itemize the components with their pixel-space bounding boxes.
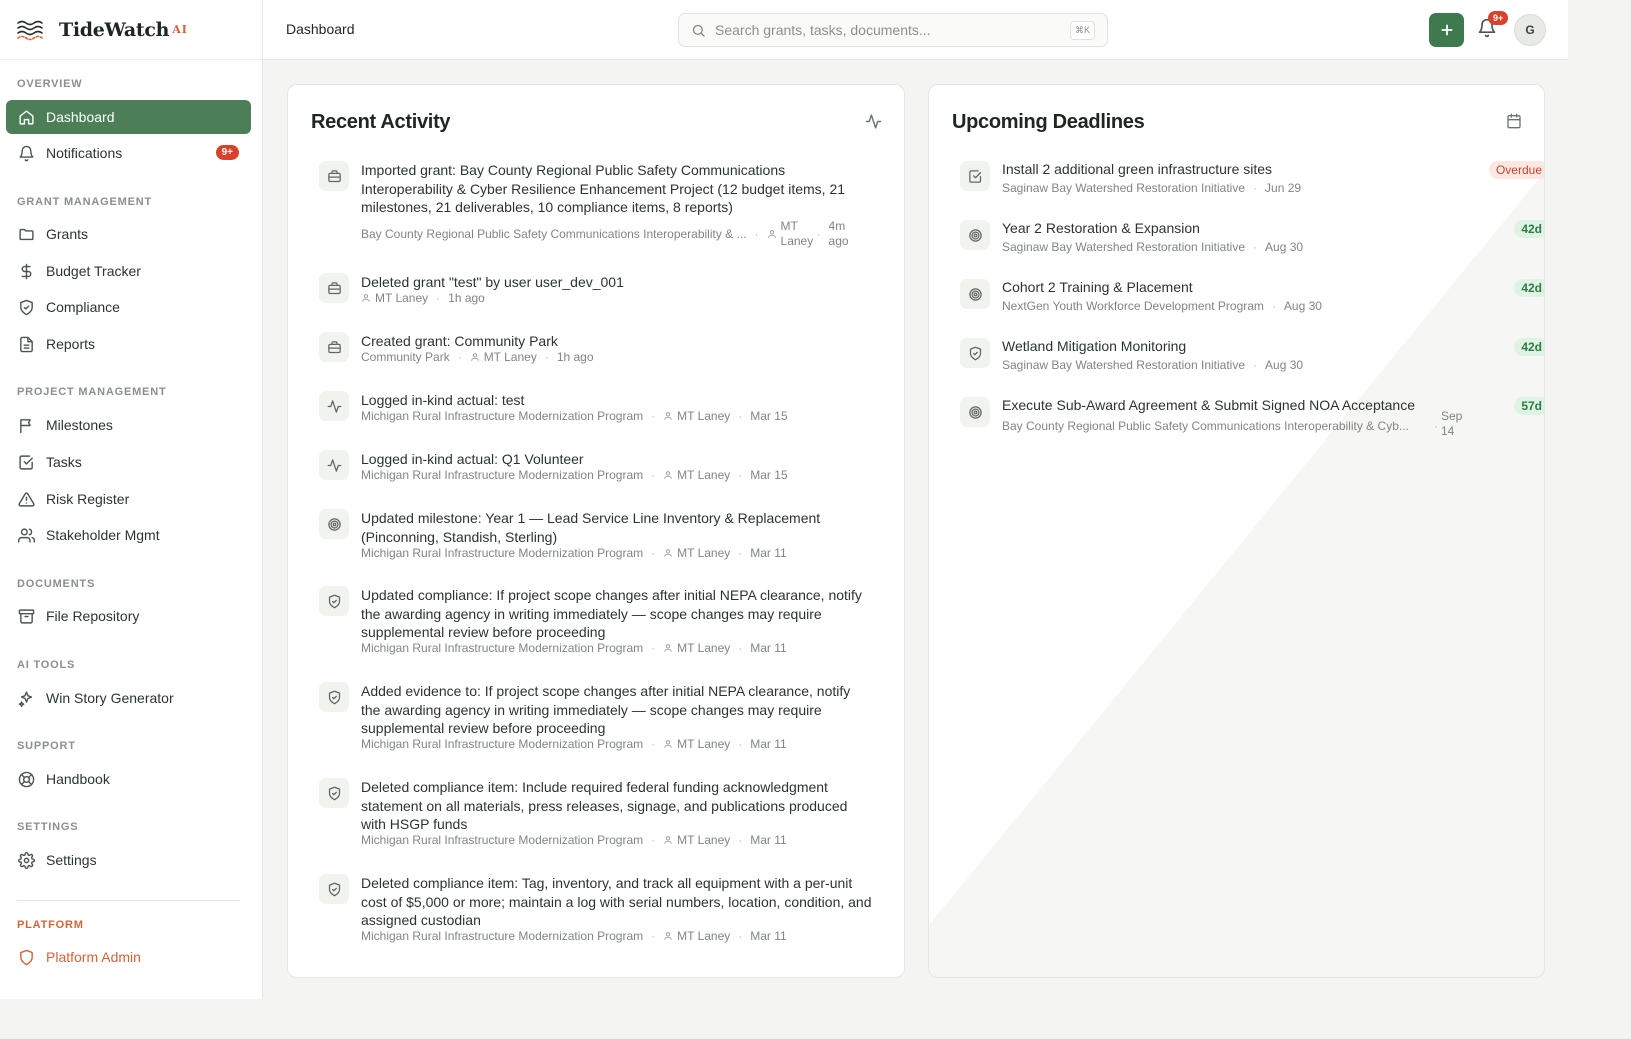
- deadline-date: Aug 30: [1265, 358, 1304, 372]
- activity-context[interactable]: Michigan Rural Infrastructure Modernization Program: [361, 929, 644, 943]
- sidebar-item-grants[interactable]: [6, 217, 251, 251]
- deadline-title: Execute Sub-Award Agreement & Submit Signed NOA Acceptance: [1002, 397, 1415, 413]
- activity-text: Deleted compliance item: Include required federal funding acknowledgment statement on all materials, press releases, signage, and publications produced with HSGP funds: [361, 779, 848, 832]
- activity-text: Logged in-kind actual: test: [361, 392, 525, 408]
- sidebar-item-label: Settings: [46, 852, 97, 868]
- section-ai-tools: AI TOOLS: [17, 659, 76, 671]
- shield-check-icon: [17, 298, 35, 316]
- sidebar-item-label: Budget Tracker: [46, 263, 141, 279]
- activity-icon: [865, 113, 882, 130]
- activity-text: Deleted grant "test" by user user_dev_001: [361, 274, 624, 290]
- activity-text: Updated milestone: Year 1 — Lead Service Line Inventory & Replacement (Pinconning, Standish, Sterling): [361, 510, 821, 545]
- warning-triangle-icon: [17, 490, 35, 508]
- activity-time: Mar 11: [750, 641, 787, 655]
- sidebar-item-risk-register[interactable]: [6, 482, 251, 516]
- user-icon: [470, 352, 480, 362]
- user-icon: [663, 548, 673, 558]
- sidebar-item-label: File Repository: [46, 608, 140, 624]
- sidebar-item-label: Tasks: [46, 454, 82, 470]
- search-icon: [691, 23, 706, 38]
- target-icon: [960, 279, 990, 309]
- user-icon: [361, 293, 371, 303]
- sidebar-item-settings[interactable]: [6, 843, 251, 877]
- deadline-item[interactable]: [960, 279, 1542, 327]
- sidebar-item-milestones[interactable]: [6, 408, 251, 442]
- sidebar-item-label: Dashboard: [46, 109, 115, 125]
- sidebar-item-label: Notifications: [46, 145, 123, 161]
- sidebar-item-reports[interactable]: [6, 327, 251, 361]
- deadline-meta: Saginaw Bay Watershed Restoration Initiative · Aug 30: [1002, 240, 1304, 254]
- activity-time: Mar 15: [750, 409, 788, 423]
- top-bar: [263, 0, 1568, 60]
- card-title: Upcoming Deadlines: [952, 111, 1145, 133]
- shield-icon: [17, 948, 35, 966]
- sidebar-item-label: Win Story Generator: [46, 690, 174, 706]
- user-icon: [663, 470, 673, 480]
- activity-time: Mar 11: [750, 737, 787, 751]
- activity-text: Added evidence to: If project scope changes after initial NEPA clearance, notify the awarding agency in writing immediately — scope changes may require supplemental review before proceeding: [361, 683, 851, 736]
- days-remaining-badge: 42d: [1514, 220, 1545, 238]
- deadline-grant: Saginaw Bay Watershed Restoration Initiative: [1002, 358, 1246, 372]
- days-remaining-badge: 42d: [1514, 279, 1545, 297]
- section-overview: OVERVIEW: [17, 78, 83, 90]
- deadline-grant: Saginaw Bay Watershed Restoration Initiative: [1002, 181, 1246, 195]
- activity-time: Mar 11: [750, 929, 787, 943]
- activity-text: Logged in-kind actual: Q1 Volunteer: [361, 451, 584, 467]
- deadline-item[interactable]: [960, 397, 1542, 445]
- shield-icon: [960, 338, 990, 368]
- activity-context[interactable]: Michigan Rural Infrastructure Modernization Program: [361, 833, 644, 847]
- sidebar-item-win-story[interactable]: [6, 681, 251, 715]
- search-bar[interactable]: [678, 13, 1108, 47]
- sidebar-item-label: Risk Register: [46, 491, 130, 507]
- activity-user: MT Laney: [677, 468, 731, 482]
- activity-item[interactable]: [319, 682, 879, 762]
- activity-meta: Michigan Rural Infrastructure Modernization Program · MT Laney · Mar 15: [361, 468, 788, 482]
- sidebar-divider: [17, 900, 240, 901]
- deadline-date: Jun 29: [1265, 181, 1302, 195]
- notification-count-badge: 9+: [216, 145, 239, 160]
- activity-meta: Michigan Rural Infrastructure Modernization Program · MT Laney · Mar 15: [361, 409, 788, 423]
- target-icon: [960, 220, 990, 250]
- sidebar-item-label: Grants: [46, 226, 89, 242]
- sidebar-item-tasks[interactable]: [6, 445, 251, 479]
- activity-user: MT Laney: [677, 546, 731, 560]
- deadline-date: Sep 14: [1441, 409, 1463, 438]
- activity-time: 1h ago: [556, 350, 594, 364]
- deadline-meta: Saginaw Bay Watershed Restoration Initiative · Jun 29: [1002, 181, 1302, 195]
- sidebar-item-compliance[interactable]: [6, 290, 251, 324]
- sidebar-item-budget-tracker[interactable]: [6, 254, 251, 288]
- lifebuoy-icon: [17, 770, 35, 788]
- user-icon: [767, 229, 777, 239]
- brand[interactable]: [0, 0, 262, 60]
- card-title: Recent Activity: [311, 111, 451, 133]
- deadline-meta: NextGen Youth Workforce Development Program · Aug 30: [1002, 299, 1322, 313]
- sidebar-item-label: Compliance: [46, 299, 120, 315]
- section-settings: SETTINGS: [17, 821, 79, 833]
- activity-time: 1h ago: [448, 291, 485, 305]
- dollar-icon: [17, 262, 35, 280]
- activity-context[interactable]: Michigan Rural Infrastructure Modernization Program: [361, 546, 644, 560]
- briefcase-icon: [319, 161, 349, 191]
- activity-meta: Bay County Regional Public Safety Communications Interoperability & ... · MT Laney · 4m ago: [361, 219, 849, 248]
- days-remaining-badge: 42d: [1514, 338, 1545, 356]
- activity-user: MT Laney: [677, 737, 731, 751]
- deadline-item[interactable]: [960, 161, 1542, 209]
- section-support: SUPPORT: [17, 740, 76, 752]
- activity-text: Created grant: Community Park: [361, 333, 558, 349]
- shield-icon: [319, 682, 349, 712]
- activity-meta: Michigan Rural Infrastructure Modernization Program · MT Laney · Mar 11: [361, 546, 787, 560]
- user-icon: [663, 643, 673, 653]
- folder-icon: [17, 225, 35, 243]
- breadcrumb: Dashboard: [286, 21, 355, 37]
- activity-context[interactable]: Michigan Rural Infrastructure Modernization Program: [361, 641, 644, 655]
- target-icon: [319, 509, 349, 539]
- activity-meta: MT Laney · 1h ago: [361, 291, 485, 305]
- sidebar-item-label: Milestones: [46, 417, 113, 433]
- user-icon: [663, 835, 673, 845]
- calendar-icon: [1506, 113, 1522, 129]
- activity-icon: [319, 391, 349, 421]
- sidebar-item-label: Reports: [46, 336, 96, 352]
- brand-suffix: AI: [172, 23, 188, 36]
- activity-time: Mar 15: [750, 468, 788, 482]
- deadline-title: Install 2 additional green infrastructure sites: [1002, 161, 1273, 177]
- user-icon: [663, 739, 673, 749]
- gear-icon: [17, 851, 35, 869]
- shield-icon: [319, 874, 349, 904]
- deadline-date: Aug 30: [1265, 240, 1304, 254]
- sidebar-item-handbook[interactable]: [6, 762, 251, 796]
- home-icon: [17, 108, 35, 126]
- deadline-grant: Bay County Regional Public Safety Communications Interoperability & Cyb...: [1002, 419, 1409, 433]
- sidebar-item-label: Handbook: [46, 771, 110, 787]
- activity-user: MT Laney: [483, 350, 537, 364]
- target-icon: [960, 397, 990, 427]
- plus-icon: [1440, 23, 1454, 37]
- activity-meta: Michigan Rural Infrastructure Modernization Program · MT Laney · Mar 11: [361, 929, 787, 943]
- deadline-date: Aug 30: [1283, 299, 1322, 313]
- activity-context[interactable]: Michigan Rural Infrastructure Modernization Program: [361, 468, 644, 482]
- overdue-badge: Overdue: [1489, 161, 1545, 179]
- document-icon: [17, 335, 35, 353]
- deadline-title: Wetland Mitigation Monitoring: [1002, 338, 1187, 354]
- user-icon: [663, 411, 673, 421]
- activity-user: MT Laney: [677, 929, 731, 943]
- shield-icon: [319, 778, 349, 808]
- activity-item[interactable]: [319, 586, 879, 666]
- sidebar-item-stakeholder[interactable]: [6, 518, 251, 552]
- separator: ·: [1434, 419, 1438, 433]
- activity-context[interactable]: Bay County Regional Public Safety Communications Interoperability & ...: [361, 227, 747, 241]
- user-icon: [663, 931, 673, 941]
- users-icon: [17, 526, 35, 544]
- briefcase-icon: [319, 273, 349, 303]
- background-decoration: [929, 85, 1545, 978]
- section-platform: PLATFORM: [17, 919, 84, 931]
- activity-item[interactable]: [319, 509, 879, 589]
- deadline-title: Cohort 2 Training & Placement: [1002, 279, 1193, 295]
- activity-time: 4m ago: [828, 219, 849, 248]
- activity-item[interactable]: [319, 161, 879, 248]
- briefcase-icon: [319, 332, 349, 362]
- deadline-meta: [1002, 419, 1409, 433]
- activity-item[interactable]: [319, 778, 879, 858]
- activity-user: MT Laney: [677, 833, 731, 847]
- sidebar-item-notifications[interactable]: [6, 136, 251, 170]
- activity-user: MT Laney: [375, 291, 429, 305]
- sidebar-item-file-repository[interactable]: [6, 599, 251, 633]
- activity-icon: [319, 450, 349, 480]
- activity-time: Mar 11: [750, 546, 787, 560]
- activity-text: Imported grant: Bay County Regional Public Safety Communications Interoperability & Cyber Resilience Enhancement Project (12 budget items, 21 milestones, 21 deliverables, 10 compliance items, 8 reports): [361, 162, 846, 215]
- waves-logo-icon: [17, 19, 45, 41]
- deadline-title: Year 2 Restoration & Expansion: [1002, 220, 1200, 236]
- search-input[interactable]: [715, 22, 1055, 38]
- recent-activity-card: [287, 84, 905, 978]
- deadline-grant: NextGen Youth Workforce Development Program: [1002, 299, 1264, 313]
- add-button[interactable]: [1429, 13, 1464, 47]
- activity-user: MT Laney: [677, 641, 731, 655]
- activity-item[interactable]: [319, 874, 879, 954]
- deadline-item[interactable]: [960, 338, 1542, 386]
- bell-icon: [17, 144, 35, 162]
- brand-name: TideWatch: [59, 18, 170, 41]
- archive-icon: [17, 607, 35, 625]
- sidebar-item-label: Stakeholder Mgmt: [46, 527, 160, 543]
- notification-count-badge: 9+: [1488, 11, 1508, 25]
- activity-user: MT Laney: [677, 409, 731, 423]
- checkbox-icon: [17, 453, 35, 471]
- deadline-meta: Saginaw Bay Watershed Restoration Initiative · Aug 30: [1002, 358, 1304, 372]
- sparkles-icon: [17, 689, 35, 707]
- activity-context[interactable]: Michigan Rural Infrastructure Modernization Program: [361, 737, 644, 751]
- shield-icon: [319, 586, 349, 616]
- activity-user: MT Laney: [780, 219, 814, 248]
- activity-meta: Michigan Rural Infrastructure Modernization Program · MT Laney · Mar 11: [361, 641, 787, 655]
- activity-time: Mar 11: [750, 833, 787, 847]
- section-grant-management: GRANT MANAGEMENT: [17, 196, 153, 208]
- activity-text: Deleted compliance item: Tag, inventory, and track all equipment with a per-unit cost of $5,000 or more; maintain a log with serial numbers, location, condition, and assigned custodian: [361, 875, 872, 928]
- activity-context[interactable]: Community Park: [361, 350, 450, 364]
- sidebar: [0, 0, 263, 999]
- flag-icon: [17, 416, 35, 434]
- task-check-icon: [960, 161, 990, 191]
- days-remaining-badge: 57d: [1514, 397, 1545, 415]
- sidebar-item-platform-admin[interactable]: [6, 940, 251, 974]
- activity-meta: Michigan Rural Infrastructure Modernization Program · MT Laney · Mar 11: [361, 737, 787, 751]
- upcoming-deadlines-card: [928, 84, 1545, 978]
- deadline-grant: Saginaw Bay Watershed Restoration Initiative: [1002, 240, 1246, 254]
- section-project-management: PROJECT MANAGEMENT: [17, 386, 167, 398]
- sidebar-item-label: Platform Admin: [46, 949, 141, 965]
- section-documents: DOCUMENTS: [17, 578, 96, 590]
- activity-meta: Michigan Rural Infrastructure Modernization Program · MT Laney · Mar 11: [361, 833, 787, 847]
- activity-meta: Community Park · MT Laney · 1h ago: [361, 350, 594, 364]
- activity-context[interactable]: Michigan Rural Infrastructure Modernization Program: [361, 409, 644, 423]
- avatar[interactable]: G: [1514, 14, 1546, 46]
- deadline-item[interactable]: [960, 220, 1542, 268]
- shortcut-hint: ⌘K: [1070, 21, 1095, 40]
- sidebar-item-dashboard[interactable]: [6, 100, 251, 134]
- activity-text: Updated compliance: If project scope changes after initial NEPA clearance, notify the awarding agency in writing immediately — scope changes may require supplemental review before proceeding: [361, 587, 862, 640]
